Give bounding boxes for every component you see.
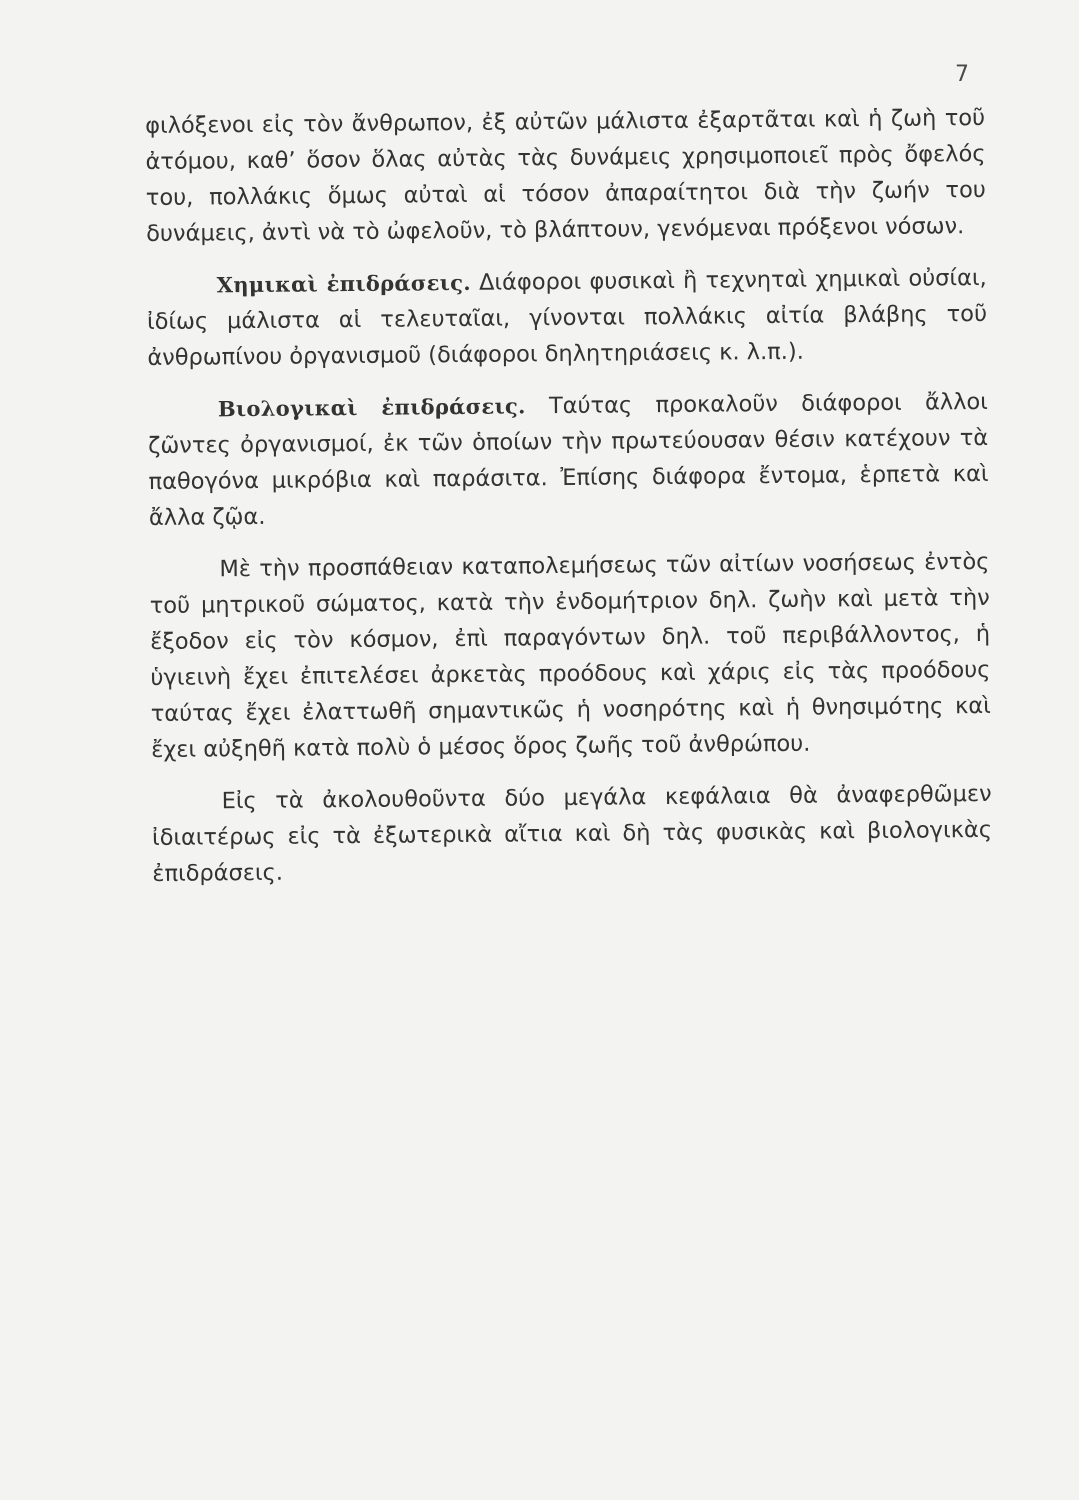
paragraph-biological-effects	[148, 384, 989, 536]
section-heading-biological: Βιολογικαὶ ἐπιδράσεις.	[217, 393, 526, 422]
paragraph-chemical-effects	[147, 260, 988, 376]
body-text	[145, 100, 993, 908]
paragraph-text: Εἰς τὰ ἀκολουθοῦντα δύο μεγάλα κεφάλαια θὰ ἀναφερθῶμεν ἰδιαιτέρως εἰς τὰ ἐξωτερικὰ αἴτια καὶ δὴ τὰς φυσικὰς καὶ βιολογικὰς ἐπιδράσεις.	[151, 780, 993, 887]
paragraph-text: Μὲ τὴν προσπάθειαν καταπολεμήσεως τῶν αἰτίων νοσήσεως ἐντὸς τοῦ μητρικοῦ σώματος, κατὰ τὴν ἐνδομήτριον δηλ. ζωὴν καὶ μετὰ τὴν ἔξοδον εἰς τὸν κόσμον, ἐπὶ παραγόντων δηλ. τοῦ περιβάλλοντος, ἡ ὑγιεινὴ ἔχει ἐπιτελέσει ἀρκετὰς προόδους καὶ χάρις εἰς τὰς προόδους ταύτας ἔχει ἐλαττωθῆ σημαντικῶς ἡ νοσηρότης καὶ ἡ θνησιμότης καὶ ἔχει αὐξηθῆ κατὰ πολὺ ὁ μέσος ὅρος ζωῆς τοῦ ἀνθρώπου.	[149, 548, 991, 763]
paragraph-hygiene-progress	[149, 544, 991, 768]
paragraph-next-chapters	[151, 776, 992, 892]
paragraph-text: Ταύτας προκαλοῦν διάφοροι ἄλλοι ζῶντες ὀργανισμοί, ἐκ τῶν ὁποίων τὴν πρωτεύουσαν θέσιν κατέχουν τὰ παθογόνα μικρόβια καὶ παράσιτα. Ἐπίσης διάφορα ἔντομα, ἑρπετὰ καὶ ἄλλα ζῷα.	[148, 388, 989, 531]
page-number: 7	[955, 62, 969, 87]
paragraph-text: φιλόξενοι εἰς τὸν ἄνθρωπον, ἐξ αὐτῶν μάλιστα ἐξαρτᾶται καὶ ἡ ζωὴ τοῦ ἀτόμου, καθ’ ὅσον ὅλας αὐτὰς τὰς δυνάμεις χρησιμοποιεῖ πρὸς ὄφελός του, πολλάκις ὅμως αὐταὶ αἱ τόσον ἀπαραίτητοι διὰ τὴν ζωήν του δυνάμεις, ἀντὶ νὰ τὸ ὠφελοῦν, τὸ βλάπτουν, γενόμεναι πρόξενοι νόσων.	[145, 104, 986, 247]
paragraph-intro	[145, 100, 986, 252]
paragraph-text: Διάφοροι φυσικαὶ ἢ τεχνηταὶ χημικαὶ οὐσίαι, ἰδίως μάλιστα αἱ τελευταῖαι, γίνονται πολλάκις αἰτία βλάβης τοῦ ἀνθρωπίνου ὀργανισμοῦ (διάφοροι δηλητηριάσεις κ. λ.π.).	[146, 264, 988, 371]
section-heading-chemical: Χημικαὶ ἐπιδράσεις.	[216, 269, 471, 298]
